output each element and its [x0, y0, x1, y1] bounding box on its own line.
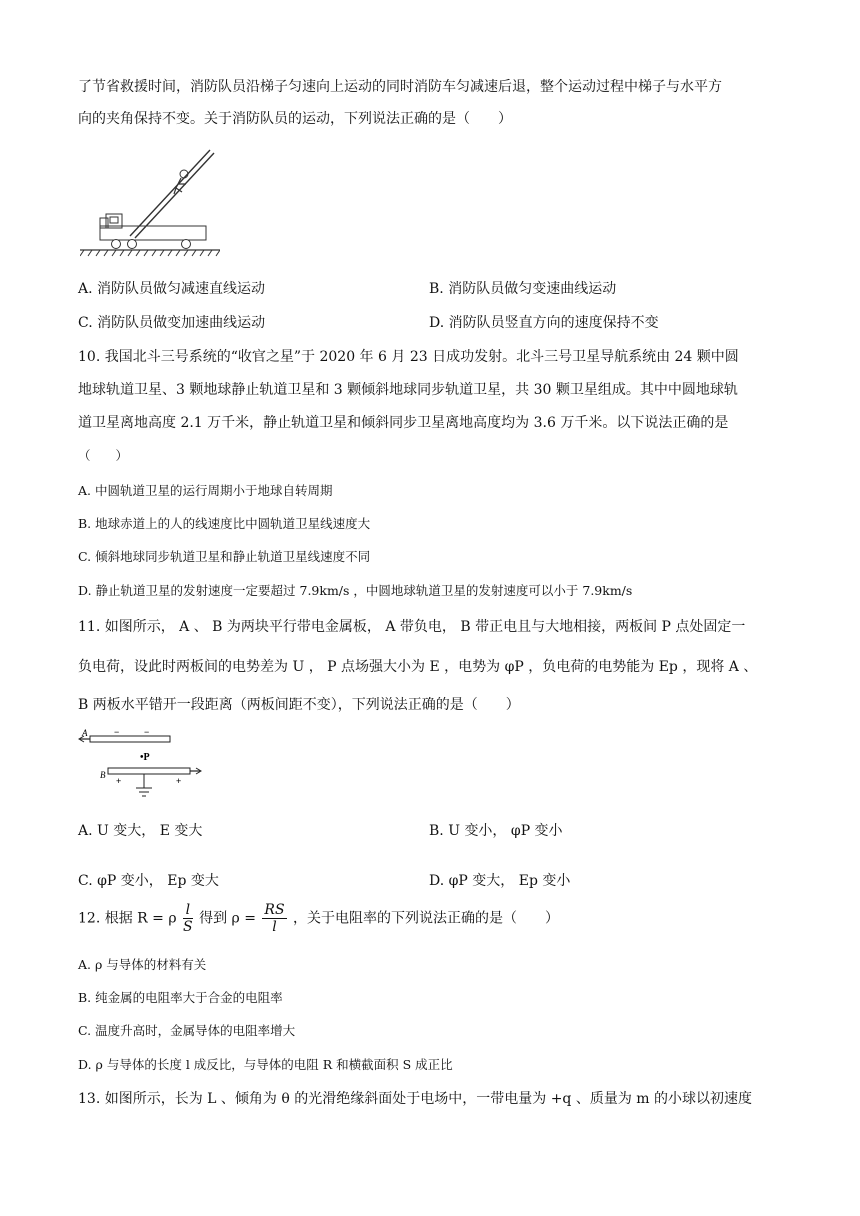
q12-middle: 得到 ρ =	[199, 910, 256, 927]
plate-a-minus-1: −	[114, 727, 120, 737]
q9-text-line1: 了节省救援时间，消防队员沿梯子匀速向上运动的同时消防车匀减速后退，整个运动过程中梯子与水平方	[78, 79, 722, 95]
plate-b-label: B	[100, 770, 106, 780]
q12-option-b: B. 纯金属的电阻率大于合金的电阻率	[78, 990, 283, 1005]
q12-option-d: D. ρ 与导体的长度 l 成反比，与导体的电阻 R 和横截面积 S 成正比	[78, 1057, 453, 1072]
q10-option-d: D. 静止轨道卫星的发射速度一定要超过 7.9km/s ，中圆地球轨道卫星的发射速度可以小于 7.9km/s	[78, 583, 633, 598]
q10-option-c: C. 倾斜地球同步轨道卫星和静止轨道卫星线速度不同	[78, 549, 371, 564]
q11-option-c: C. φP 变小， Ep 变大	[78, 873, 219, 889]
q10-option-b: B. 地球赤道上的人的线速度比中圆轨道卫星线速度大	[78, 516, 371, 531]
q10-text-line3: 道卫星离地高度 2.1 万千米，静止轨道卫星和倾斜同步卫星离地高度均为 3.6 万千米。以下说法正确的是	[78, 415, 729, 431]
q12-frac1-numerator: l	[183, 902, 193, 919]
plate-b-plus-2: +	[176, 776, 182, 786]
q12-suffix: ，关于电阻率的下列说法正确的是（ ）	[293, 910, 559, 927]
q9-text-line2: 向的夹角保持不变。关于消防队员的运动，下列说法正确的是（ ）	[78, 111, 512, 127]
q12-fraction-rs-over-l	[262, 902, 286, 935]
q11-text-line2: 负电荷，设此时两板间的电势差为 U ， P 点场强大小为 E ，电势为 φP ，负电荷的电势能为 Ep ，现将 A 、	[78, 659, 758, 675]
q12-frac2-denominator: l	[272, 919, 277, 935]
q11-text-line1: 11. 如图所示， A 、 B 为两块平行带电金属板， A 带负电， B 带正电且与大地相接，两板间 P 点处固定一	[78, 619, 746, 635]
q10-text-line2: 地球轨道卫星、3 颗地球静止轨道卫星和 3 颗倾斜地球同步轨道卫星，共 30 颗卫星组成。其中中圆地球轨	[78, 382, 738, 398]
q11-option-d: D. φP 变大， Ep 变小	[429, 873, 571, 889]
q13-text-line1: 13. 如图所示，长为 L 、倾角为 θ 的光滑绝缘斜面处于电场中，一带电量为 +q 、质量为 m 的小球以初速度	[78, 1091, 753, 1107]
q10-option-a: A. 中圆轨道卫星的运行周期小于地球自转周期	[78, 483, 333, 498]
plate-b-plus-1: +	[116, 776, 122, 786]
q10-text-line1: 10. 我国北斗三号系统的“收官之星”于 2020 年 6 月 23 日成功发射。北斗三号卫星导航系统由 24 颗中圆	[78, 349, 739, 365]
q10-text-line4: （ ）	[78, 448, 129, 463]
plate-a-minus-2: −	[144, 727, 150, 737]
q12-fraction-l-over-s	[183, 902, 193, 935]
parallel-plates-figure	[78, 726, 202, 802]
q12-option-a: A. ρ 与导体的材料有关	[78, 957, 207, 972]
q9-option-d: D. 消防队员竖直方向的速度保持不变	[429, 315, 659, 331]
q11-text-line3: B 两板水平错开一段距离（两板间距不变），下列说法正确的是（ ）	[78, 697, 520, 713]
q11-option-a: A. U 变大， E 变大	[78, 823, 203, 839]
q12-prefix: 12. 根据 R = ρ	[78, 910, 177, 927]
q12-frac1-denominator: S	[183, 919, 193, 935]
q9-option-c: C. 消防队员做变加速曲线运动	[78, 315, 266, 331]
q9-option-a: A. 消防队员做匀减速直线运动	[78, 281, 266, 297]
q9-option-b: B. 消防队员做匀变速曲线运动	[429, 281, 617, 297]
q12-frac2-numerator: RS	[264, 902, 285, 918]
plate-a-label: A	[82, 728, 88, 738]
q12-option-c: C. 温度升高时，金属导体的电阻率增大	[78, 1023, 296, 1038]
q11-option-b: B. U 变小， φP 变小	[429, 823, 563, 839]
point-p-label: •P	[140, 752, 150, 763]
fire-truck-ladder-figure	[80, 148, 220, 260]
q12-formula-line	[78, 902, 559, 935]
